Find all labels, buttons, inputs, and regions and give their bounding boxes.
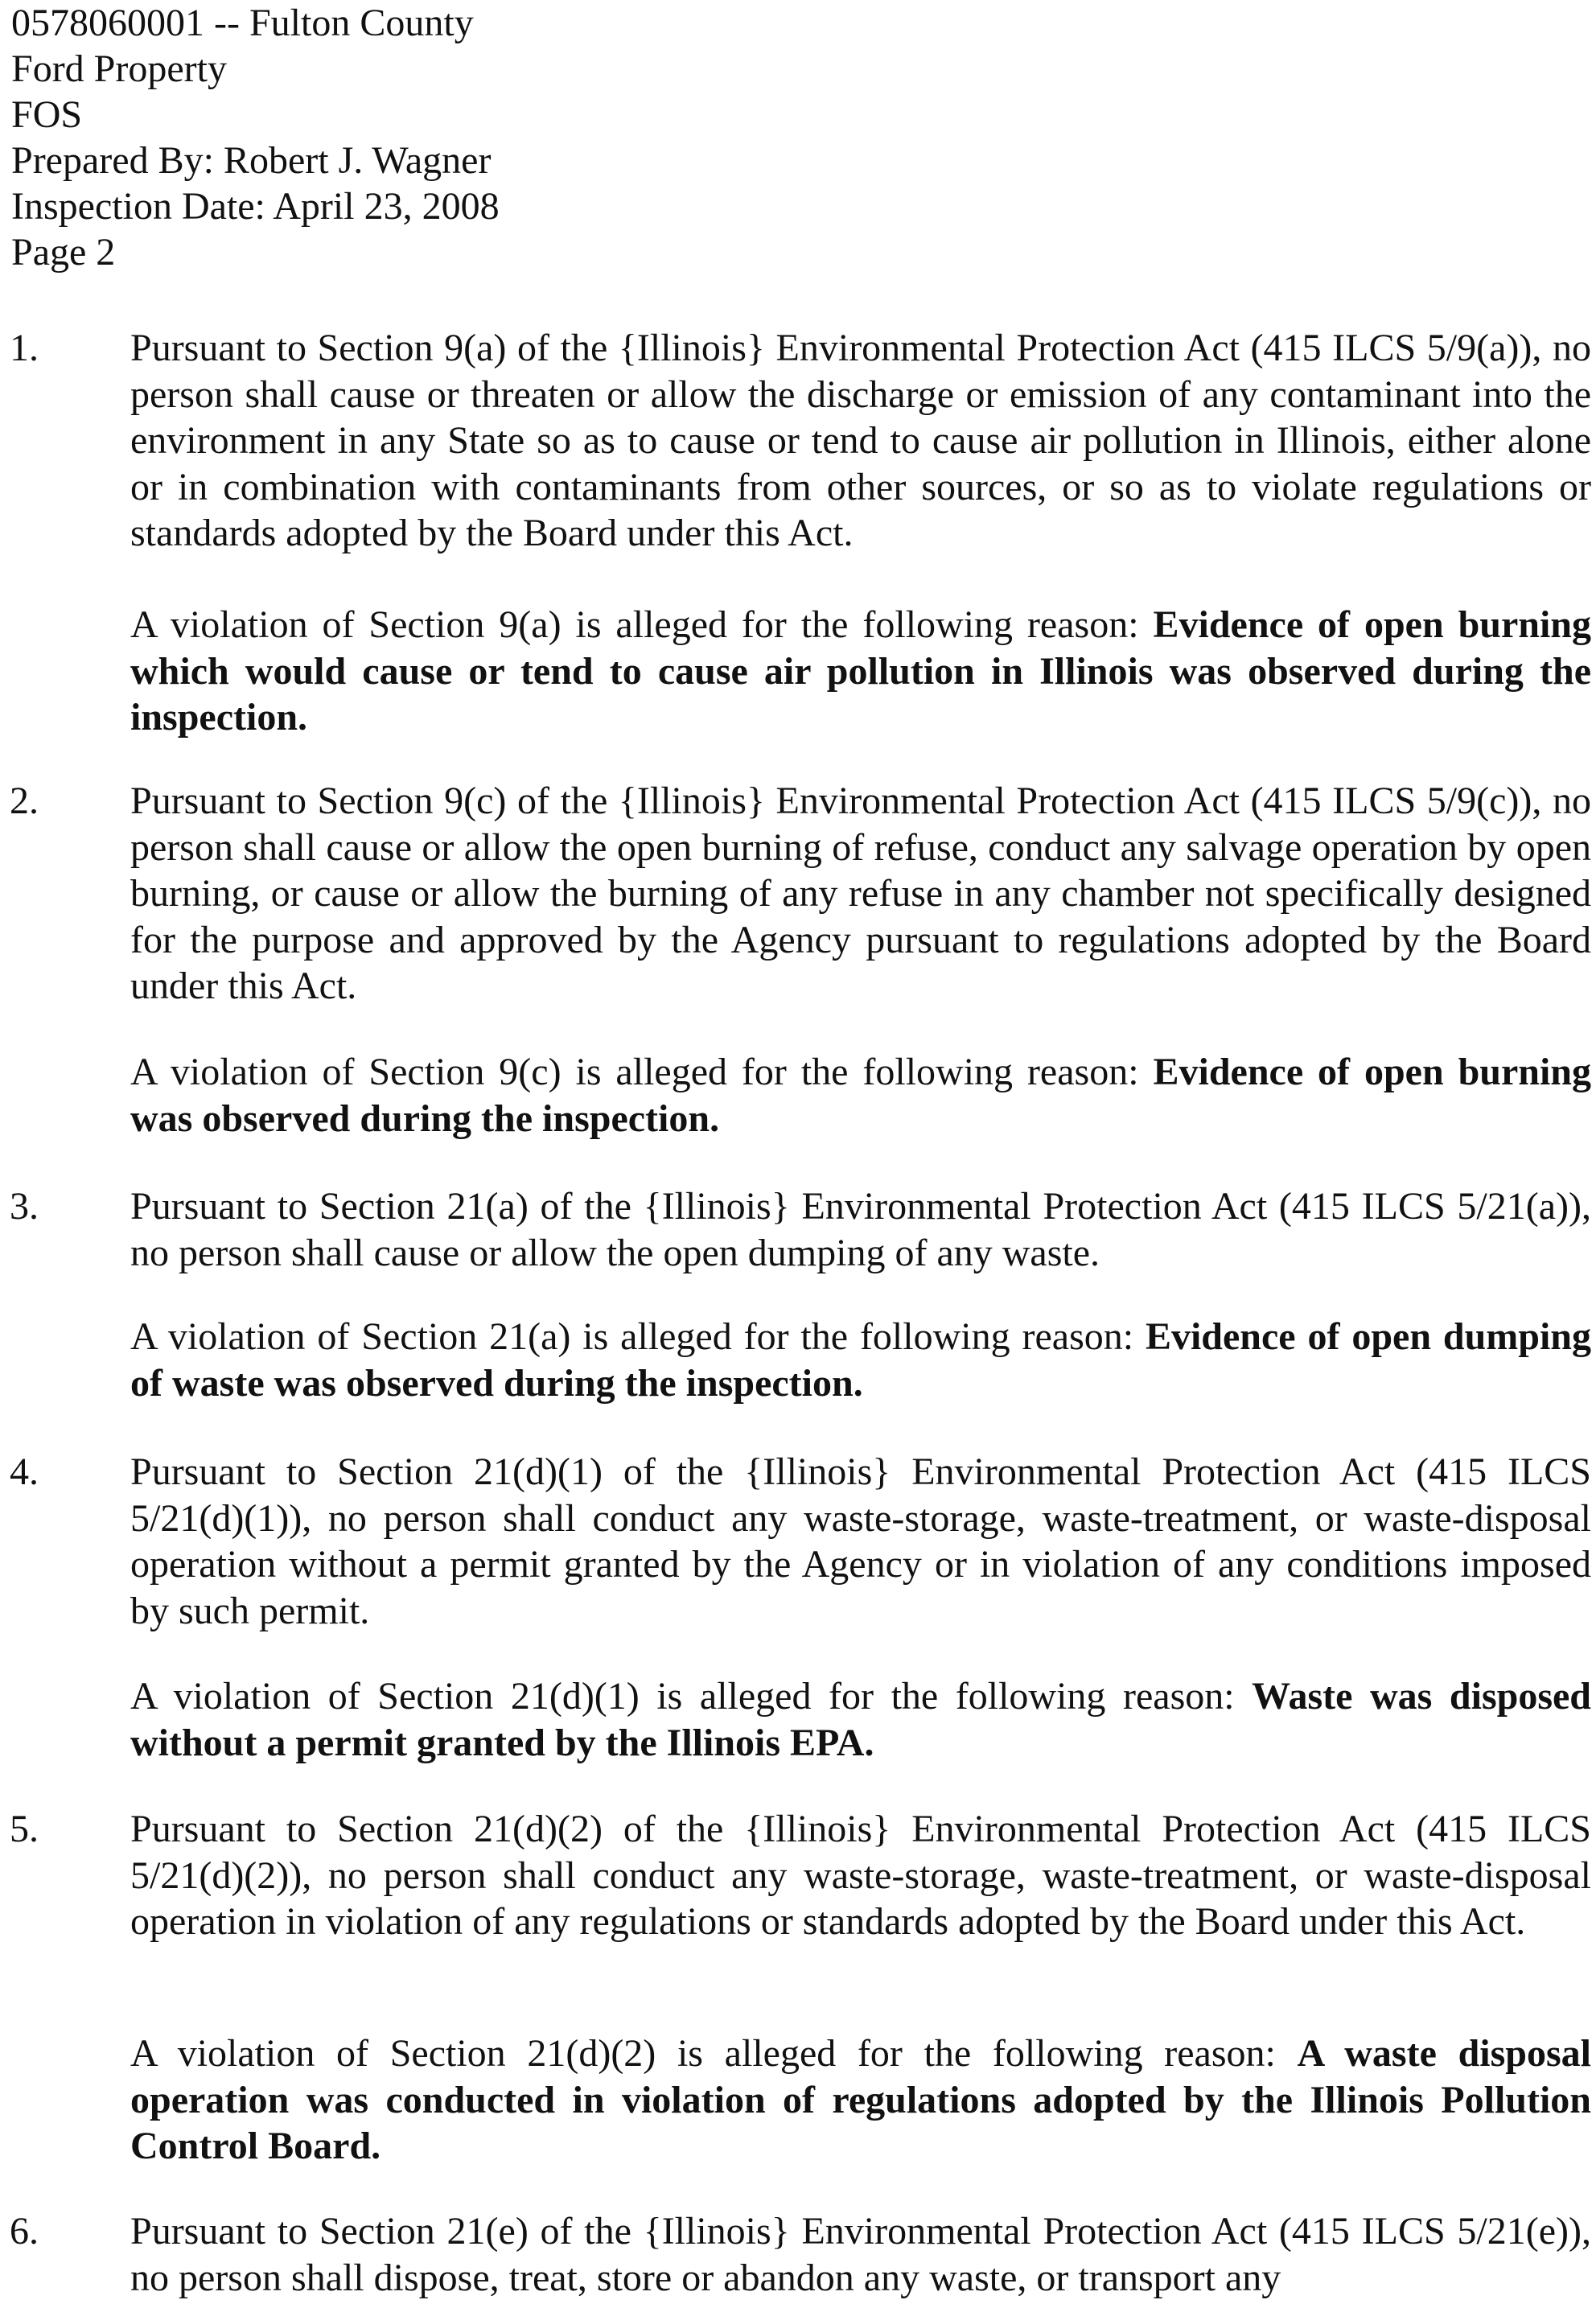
item-violation-reason	[130, 1314, 1591, 1406]
item-number: 4.	[10, 1450, 39, 1493]
header-site-name: Ford Property	[11, 47, 227, 90]
item-statute-text: Pursuant to Section 21(d)(1) of the {Illinois} Environmental Protection Act (415 ILCS 5/21(d)(1)), no person shall conduct any waste-storage, waste-treatment, or waste-disposal operation without a permit granted by the Agency or in violation of any conditions imposed by such permit.	[130, 1450, 1591, 1632]
header-prepared-by: Prepared By: Robert J. Wagner	[11, 139, 492, 182]
item-number: 3.	[10, 1185, 39, 1228]
item-number: 6.	[10, 2210, 39, 2253]
item-violation-reason	[130, 1049, 1591, 1142]
reason-finding: Evidence of open burning which would cause or tend to cause air pollution in Illinois was observed during the inspection.	[130, 603, 1591, 739]
reason-finding: Evidence of open burning was observed during the inspection.	[130, 1051, 1591, 1140]
item-statute-text: Pursuant to Section 9(a) of the {Illinois} Environmental Protection Act (415 ILCS 5/9(a)), no person shall cause or threaten or allow the discharge or emission of any contaminant into the environment in any State so as to cause or tend to cause air pollution in Illinois, either alone or in combination with contaminants from other sources, or so as to violate regulations or standards adopted by the Board under this Act.	[130, 327, 1591, 554]
reason-finding: Evidence of open dumping of waste was observed during the inspection.	[130, 1315, 1592, 1405]
reason-prefix: A violation of Section 21(d)(1) is alleged for the following reason:	[130, 1675, 1253, 1718]
reason-prefix: A violation of Section 21(d)(2) is alleged for the following reason:	[130, 2032, 1298, 2075]
item-violation-reason	[130, 1673, 1591, 1766]
item-number: 2.	[10, 780, 39, 822]
header-inspection-date: Inspection Date: April 23, 2008	[11, 185, 500, 228]
item-number: 5.	[10, 1808, 39, 1850]
reason-finding: Waste was disposed without a permit granted by the Illinois EPA.	[130, 1675, 1591, 1764]
item-violation-reason	[130, 2030, 1591, 2170]
item-violation-reason	[130, 602, 1591, 741]
header-report-type: FOS	[11, 93, 83, 136]
reason-prefix: A violation of Section 21(a) is alleged for the following reason:	[130, 1315, 1146, 1358]
header-page-number: Page 2	[11, 231, 116, 274]
reason-finding: A waste disposal operation was conducted in violation of regulations adopted by the Illinois Pollution Control Board.	[130, 2032, 1591, 2167]
item-statute-text: Pursuant to Section 21(a) of the {Illinois} Environmental Protection Act (415 ILCS 5/21(a)), no person shall cause or allow the open dumping of any waste.	[130, 1185, 1591, 1274]
item-statute-text: Pursuant to Section 9(c) of the {Illinois} Environmental Protection Act (415 ILCS 5/9(c)), no person shall cause or allow the open burning of refuse, conduct any salvage operation by open burning, or cause or allow the burning of any refuse in any chamber not specifically designed for the purpose and approved by the Agency pursuant to regulations adopted by the Board under this Act.	[130, 780, 1591, 1007]
item-statute-text: Pursuant to Section 21(d)(2) of the {Illinois} Environmental Protection Act (415 ILCS 5/21(d)(2)), no person shall conduct any waste-storage, waste-treatment, or waste-disposal operation in violation of any regulations or standards adopted by the Board under this Act.	[130, 1808, 1591, 1943]
reason-prefix: A violation of Section 9(c) is alleged for the following reason:	[130, 1051, 1154, 1093]
item-statute-text: Pursuant to Section 21(e) of the {Illinois} Environmental Protection Act (415 ILCS 5/21(e)), no person shall dispose, treat, store or abandon any waste, or transport any	[130, 2210, 1591, 2299]
reason-prefix: A violation of Section 9(a) is alleged for the following reason:	[130, 603, 1154, 646]
item-number: 1.	[10, 327, 39, 369]
header-site-id: 0578060001 -- Fulton County	[11, 2, 474, 44]
document-header	[11, 0, 500, 275]
